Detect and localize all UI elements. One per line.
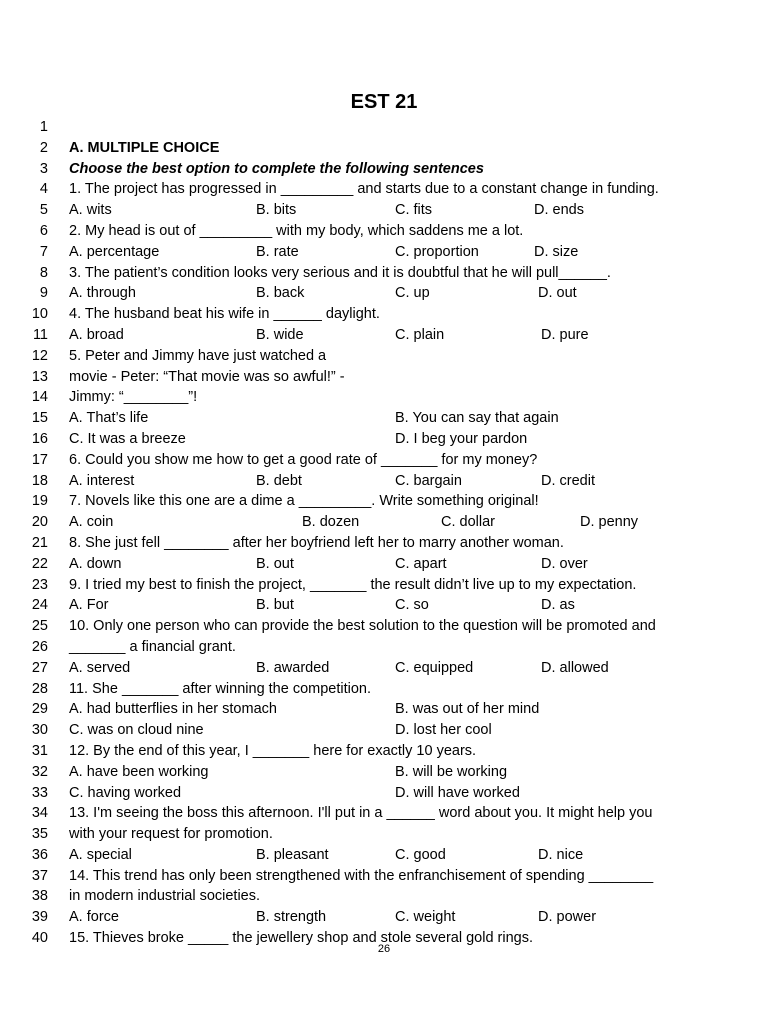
line-15 [0, 408, 768, 429]
line-number: 37 [31, 867, 48, 884]
line-number: 18 [31, 472, 48, 489]
question-text: 8. She just fell ________ after her boyfriend left her to marry another woman. [69, 534, 564, 551]
question-text: 13. I'm seeing the boss this afternoon. I'll put in a ______ word about you. It might help you [69, 805, 653, 822]
line-3 [0, 159, 768, 180]
line-number: 22 [31, 555, 48, 572]
line-number: 12 [31, 347, 48, 364]
answer-option: A. coin [69, 514, 114, 531]
line-31 [0, 741, 768, 762]
answer-option: D. lost her cool [395, 722, 492, 739]
line-number: 11 [32, 326, 48, 343]
question-text: 6. Could you show me how to get a good rate of _______ for my money? [69, 451, 538, 468]
answer-option: D. over [541, 555, 588, 572]
question-text: 4. The husband beat his wife in ______ daylight. [69, 306, 380, 323]
answer-option: C. It was a breeze [69, 430, 186, 447]
line-number: 19 [31, 493, 48, 510]
line-39 [0, 907, 768, 928]
line-8 [0, 263, 768, 284]
line-number: 10 [31, 306, 48, 323]
line-25 [0, 616, 768, 637]
line-14 [0, 387, 768, 408]
line-34 [0, 803, 768, 824]
line-number: 23 [31, 576, 48, 593]
line-38 [0, 886, 768, 907]
answer-option: A. percentage [69, 243, 160, 260]
line-number: 31 [31, 742, 48, 759]
line-10 [0, 304, 768, 325]
line-number: 7 [39, 243, 48, 260]
answer-option: C. apart [395, 555, 447, 572]
answer-option: C. dollar [441, 514, 495, 531]
answer-option: B. bits [256, 202, 297, 219]
line-number: 9 [39, 285, 48, 302]
answer-option: A. wits [69, 202, 112, 219]
line-number: 4 [39, 181, 48, 198]
line-number: 32 [31, 763, 48, 780]
section-heading: Choose the best option to complete the following sentences [69, 160, 484, 177]
answer-option: B. was out of her mind [395, 701, 540, 718]
answer-option: B. wide [256, 326, 304, 343]
line-18 [0, 471, 768, 492]
answer-option: B. strength [256, 909, 327, 926]
line-number: 25 [31, 618, 48, 635]
line-number: 34 [31, 805, 48, 822]
answer-option: D. out [538, 285, 577, 302]
answer-option: C. weight [395, 909, 456, 926]
question-text: 9. I tried my best to finish the project, _______ the result didn’t live up to my expectation. [69, 576, 637, 593]
answer-option: D. size [534, 243, 579, 260]
answer-option: D. pure [541, 326, 589, 343]
answer-option: C. proportion [395, 243, 479, 260]
answer-option: B. will be working [395, 763, 508, 780]
answer-option: A. through [69, 285, 136, 302]
line-21 [0, 533, 768, 554]
line-27 [0, 658, 768, 679]
line-number: 36 [31, 846, 48, 863]
line-number: 16 [31, 430, 48, 447]
line-number: 27 [31, 659, 48, 676]
answer-option: D. as [541, 597, 575, 614]
line-number: 33 [31, 784, 48, 801]
line-30 [0, 720, 768, 741]
line-number: 3 [39, 160, 48, 177]
question-text: with your request for promotion. [69, 826, 273, 843]
line-number: 14 [31, 389, 48, 406]
answer-option: C. up [395, 285, 430, 302]
answer-option: D. I beg your pardon [395, 430, 528, 447]
line-11 [0, 325, 768, 346]
line-12 [0, 346, 768, 367]
question-text: 7. Novels like this one are a dime a _________. Write something original! [69, 493, 539, 510]
line-23 [0, 575, 768, 596]
answer-option: D. nice [538, 846, 584, 863]
question-text: movie - Peter: “That movie was so awful!” - [69, 368, 345, 385]
line-number: 28 [31, 680, 48, 697]
line-number: 30 [31, 722, 48, 739]
line-number: 8 [39, 264, 48, 281]
answer-option: D. allowed [541, 659, 609, 676]
line-number: 38 [31, 888, 48, 905]
answer-option: A. down [69, 555, 122, 572]
answer-option: C. bargain [395, 472, 462, 489]
question-text: 2. My head is out of _________ with my body, which saddens me a lot. [69, 222, 524, 239]
answer-option: D. ends [534, 202, 584, 219]
answer-option: D. credit [541, 472, 595, 489]
line-number: 29 [31, 701, 48, 718]
question-text: 5. Peter and Jimmy have just watched a [69, 347, 327, 364]
question-text: 3. The patient’s condition looks very serious and it is doubtful that he will pull______. [69, 264, 611, 281]
line-number: 13 [31, 368, 48, 385]
line-number: 35 [31, 826, 48, 843]
line-number: 5 [39, 202, 48, 219]
answer-option: A. have been working [69, 763, 209, 780]
answer-option: A. interest [69, 472, 135, 489]
answer-option: C. having worked [69, 784, 182, 801]
answer-option: B. You can say that again [395, 410, 559, 427]
answer-option: C. fits [395, 202, 433, 219]
answer-option: B. but [256, 597, 294, 614]
line-19 [0, 491, 768, 512]
answer-option: A. special [69, 846, 132, 863]
answer-option: A. That’s life [69, 410, 149, 427]
page-number: 26 [377, 943, 391, 955]
question-text: in modern industrial societies. [69, 888, 261, 905]
line-32 [0, 762, 768, 783]
section-heading: A. MULTIPLE CHOICE [69, 139, 220, 156]
question-text: 15. Thieves broke _____ the jewellery shop and stole several gold rings. [69, 930, 534, 947]
answer-option: C. so [395, 597, 429, 614]
answer-option: B. back [256, 285, 305, 302]
answer-option: B. rate [256, 243, 299, 260]
answer-option: D. penny [580, 514, 639, 531]
answer-option: B. debt [256, 472, 302, 489]
answer-option: B. dozen [302, 514, 360, 531]
line-26 [0, 637, 768, 658]
line-number: 24 [31, 597, 48, 614]
answer-option: A. had butterflies in her stomach [69, 701, 277, 718]
answer-option: A. broad [69, 326, 124, 343]
line-2 [0, 138, 768, 159]
answer-option: C. was on cloud nine [69, 722, 204, 739]
question-text: 12. By the end of this year, I _______ here for exactly 10 years. [69, 742, 477, 759]
line-7 [0, 242, 768, 263]
question-text: Jimmy: “________”! [69, 389, 198, 406]
numbered-lines [0, 117, 768, 949]
line-6 [0, 221, 768, 242]
line-number: 2 [39, 139, 48, 156]
answer-option: C. equipped [395, 659, 474, 676]
line-number: 6 [39, 222, 48, 239]
answer-option: A. For [69, 597, 109, 614]
line-number: 40 [31, 930, 48, 947]
line-28 [0, 679, 768, 700]
answer-option: A. served [69, 659, 131, 676]
answer-option: D. will have worked [395, 784, 520, 801]
line-29 [0, 699, 768, 720]
line-number: 26 [31, 638, 48, 655]
line-5 [0, 200, 768, 221]
question-text: 10. Only one person who can provide the best solution to the question will be promoted and [69, 618, 656, 635]
question-text: 14. This trend has only been strengthened with the enfranchisement of spending ________ [69, 867, 654, 884]
answer-option: C. good [395, 846, 446, 863]
page-title: EST 21 [350, 91, 418, 113]
line-number: 39 [31, 909, 48, 926]
question-text: _______ a financial grant. [69, 638, 236, 655]
question-text: 1. The project has progressed in _________ and starts due to a constant change in funding. [69, 181, 659, 198]
line-37 [0, 866, 768, 887]
line-9 [0, 283, 768, 304]
line-17 [0, 450, 768, 471]
line-16 [0, 429, 768, 450]
answer-option: C. plain [395, 326, 445, 343]
line-20 [0, 512, 768, 533]
line-number: 20 [31, 514, 48, 531]
answer-option: B. pleasant [256, 846, 329, 863]
line-24 [0, 595, 768, 616]
line-number: 15 [31, 410, 48, 427]
line-number: 1 [39, 119, 48, 135]
line-number: 17 [31, 451, 48, 468]
answer-option: B. awarded [256, 659, 330, 676]
line-1 [0, 117, 768, 138]
line-35 [0, 824, 768, 845]
line-22 [0, 554, 768, 575]
answer-option: D. power [538, 909, 597, 926]
line-13 [0, 367, 768, 388]
answer-option: A. force [69, 909, 119, 926]
line-33 [0, 783, 768, 804]
line-4 [0, 179, 768, 200]
answer-option: B. out [256, 555, 294, 572]
line-number: 21 [31, 534, 48, 551]
line-36 [0, 845, 768, 866]
question-text: 11. She _______ after winning the competition. [69, 680, 372, 697]
